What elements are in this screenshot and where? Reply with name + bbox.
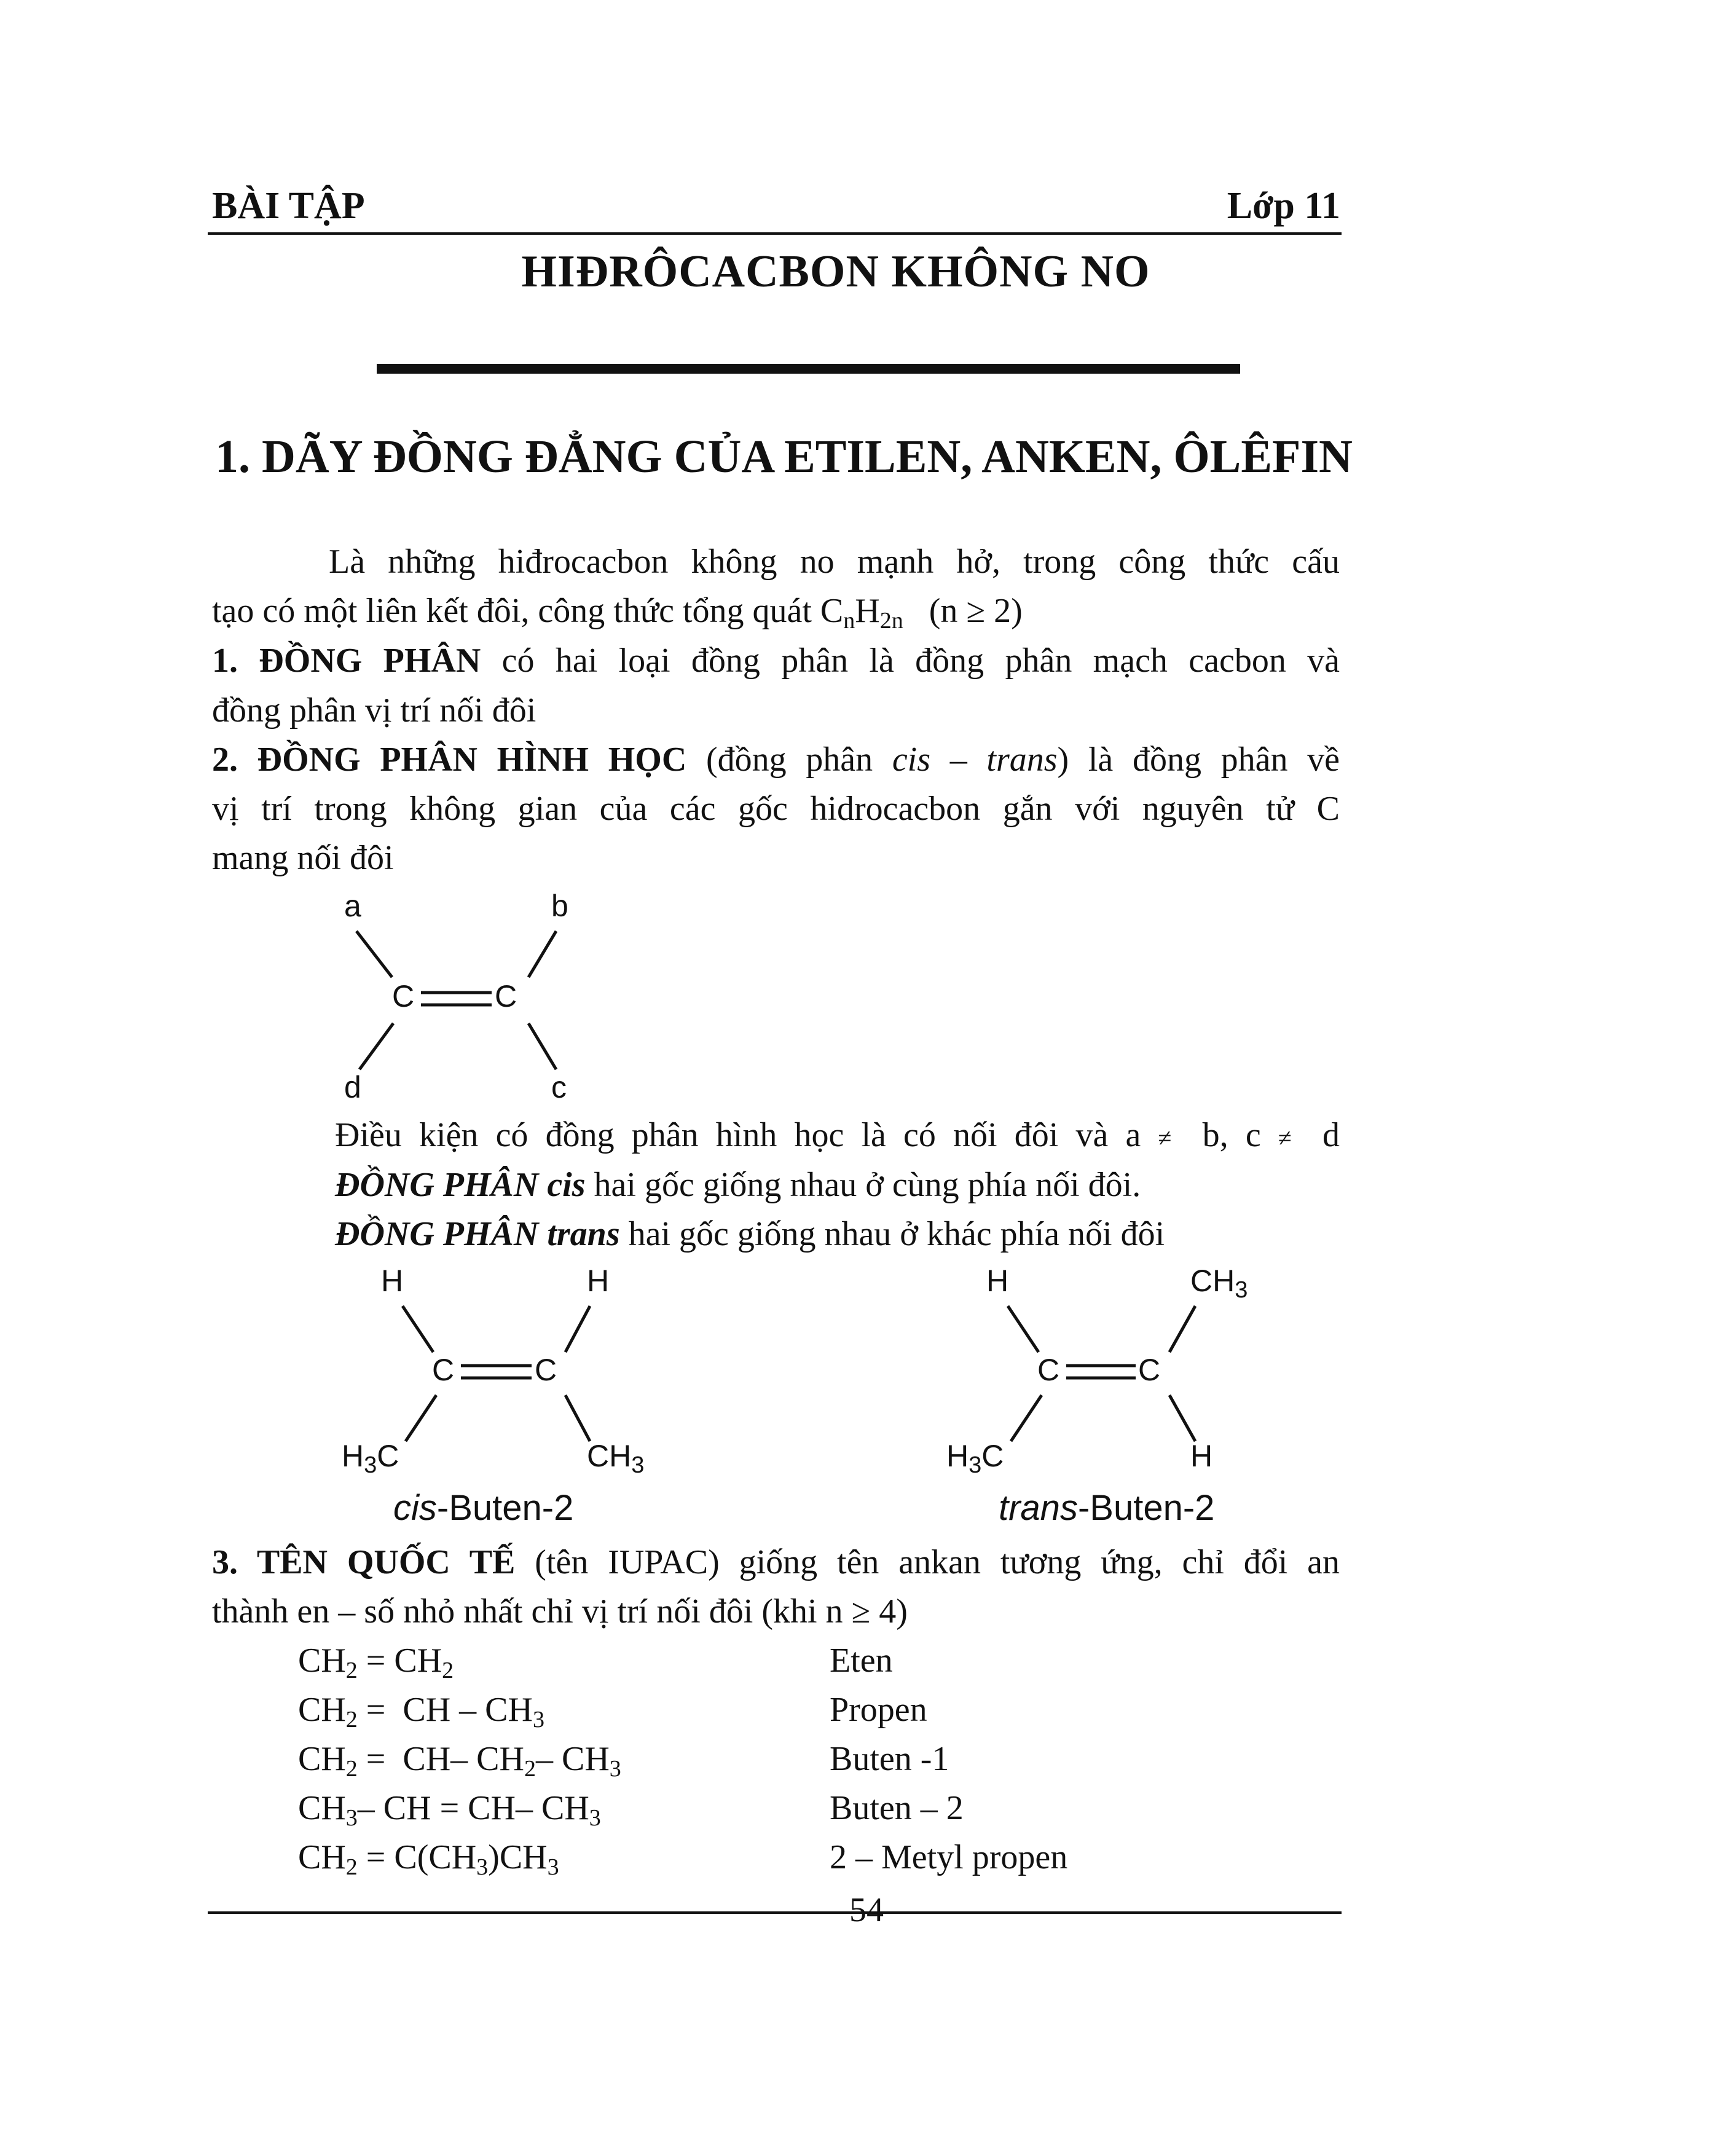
condition-line: Điều kiện có đồng phân hình học là có nối đôi và a ≠ b, c ≠ d bbox=[335, 1116, 1340, 1154]
diagram1-carbon-2: C bbox=[495, 979, 517, 1013]
trans-carbon-2: C bbox=[1138, 1353, 1161, 1387]
header-left: BÀI TẬP bbox=[212, 185, 365, 227]
cis-bottom-right-ch3: $CH_3$ bbox=[587, 1439, 645, 1478]
header-right: Lớp 11 bbox=[1227, 185, 1340, 227]
trans-bond-tr bbox=[1169, 1306, 1195, 1352]
bond-a bbox=[356, 931, 392, 977]
cis-carbon-1: C bbox=[432, 1353, 455, 1387]
cis-bond-bl bbox=[406, 1395, 436, 1441]
trans-definition: ĐỒNG PHÂN trans hai gốc giống nhau ở khác phía nối đôi bbox=[335, 1215, 1165, 1253]
item2-line-1: 2. ĐỒNG PHÂN HÌNH HỌC (đồng phân cis – trans) là đồng phân về bbox=[212, 741, 1340, 779]
page-number: 54 bbox=[849, 1891, 884, 1929]
not-equal-icon: ≠ bbox=[1158, 1124, 1172, 1152]
diagram1-label-b: b bbox=[551, 889, 568, 923]
item2-line-2: vị trí trong không gian của các gốc hidrocacbon gắn với nguyên tử C bbox=[212, 790, 1340, 828]
item3-line-1: 3. TÊN QUỐC TẾ (tên IUPAC) giống tên ankan tương ứng, chỉ đổi an bbox=[212, 1543, 1340, 1581]
not-equal-icon: ≠ bbox=[1278, 1124, 1292, 1152]
cis-bond-br bbox=[565, 1395, 590, 1441]
item2-line-3: mang nối đôi bbox=[212, 839, 394, 877]
name-eten: Eten bbox=[830, 1642, 893, 1680]
cis-definition: ĐỒNG PHÂN cis hai gốc giống nhau ở cùng phía nối đôi. bbox=[335, 1166, 1141, 1204]
cis-top-left-h: H bbox=[381, 1264, 404, 1298]
diagram1-label-c: c bbox=[551, 1070, 567, 1104]
trans-bond-bl bbox=[1011, 1395, 1042, 1441]
cis-bottom-left-ch3: $H_3C$ bbox=[342, 1439, 399, 1478]
trans-bond-tl bbox=[1008, 1306, 1039, 1352]
trans-top-left-h: H bbox=[986, 1264, 1009, 1298]
diagram1-label-a: a bbox=[344, 889, 361, 923]
trans-top-right-ch3: $CH_3$ bbox=[1190, 1264, 1248, 1303]
cis-top-right-h: H bbox=[587, 1264, 610, 1298]
name-buten-2: Buten – 2 bbox=[830, 1789, 964, 1827]
intro-line-1: Là những hiđrocacbon không no mạnh hở, trong công thức cấu bbox=[329, 543, 1340, 581]
formula-eten: $CH_2 = CH_2$ bbox=[298, 1642, 454, 1683]
item3-line-2: thành en – số nhỏ nhất chỉ vị trí nối đôi (khi n ≥ 4) bbox=[212, 1592, 908, 1631]
item1-line-2: đồng phân vị trí nối đôi bbox=[212, 691, 536, 730]
bond-d bbox=[360, 1023, 393, 1069]
trans-carbon-1: C bbox=[1037, 1353, 1060, 1387]
formula-buten-1: $CH_2 = CH-$ $CH_2-$ $CH_3$ bbox=[298, 1740, 621, 1782]
cis-name: cis-Buten-2 bbox=[393, 1488, 574, 1528]
name-propen: Propen bbox=[830, 1691, 927, 1729]
name-metyl-propen: 2 – Metyl propen bbox=[830, 1838, 1068, 1876]
formula-metyl-propen: $CH_2 = C(CH_3)CH_3$ bbox=[298, 1838, 559, 1880]
bond-b bbox=[529, 931, 556, 977]
cis-bond-tr bbox=[565, 1306, 590, 1352]
cis-bond-tl bbox=[403, 1306, 433, 1352]
diagram1-label-d: d bbox=[344, 1070, 361, 1104]
trans-bottom-left-ch3: $H_3C$ bbox=[946, 1439, 1004, 1478]
bond-c bbox=[529, 1023, 556, 1069]
page-title: HIĐRÔCACBON KHÔNG NO bbox=[521, 246, 1150, 297]
name-buten-1: Buten -1 bbox=[830, 1740, 949, 1778]
trans-bond-br bbox=[1169, 1395, 1195, 1441]
intro-line-2: tạo có một liên kết đôi, công thức tổng quát $C_nH_{2n}$ (n ≥ 2) bbox=[212, 592, 1023, 634]
formula-propen: $CH_2$ = CH – $CH_3$ bbox=[298, 1691, 544, 1733]
trans-bottom-right-h: H bbox=[1190, 1439, 1213, 1473]
diagram1-carbon-1: C bbox=[392, 979, 415, 1013]
cis-carbon-2: C bbox=[535, 1353, 557, 1387]
item1-line-1: 1. ĐỒNG PHÂN có hai loại đồng phân là đồng phân mạch cacbon và bbox=[212, 642, 1340, 680]
formula-buten-2: $CH_3-$ CH = CH– $CH_3$ bbox=[298, 1789, 601, 1831]
trans-name: trans-Buten-2 bbox=[999, 1488, 1215, 1528]
section-heading: 1. DÃY ĐỒNG ĐẲNG CỦA ETILEN, ANKEN, ÔLÊFIN bbox=[215, 431, 1353, 482]
